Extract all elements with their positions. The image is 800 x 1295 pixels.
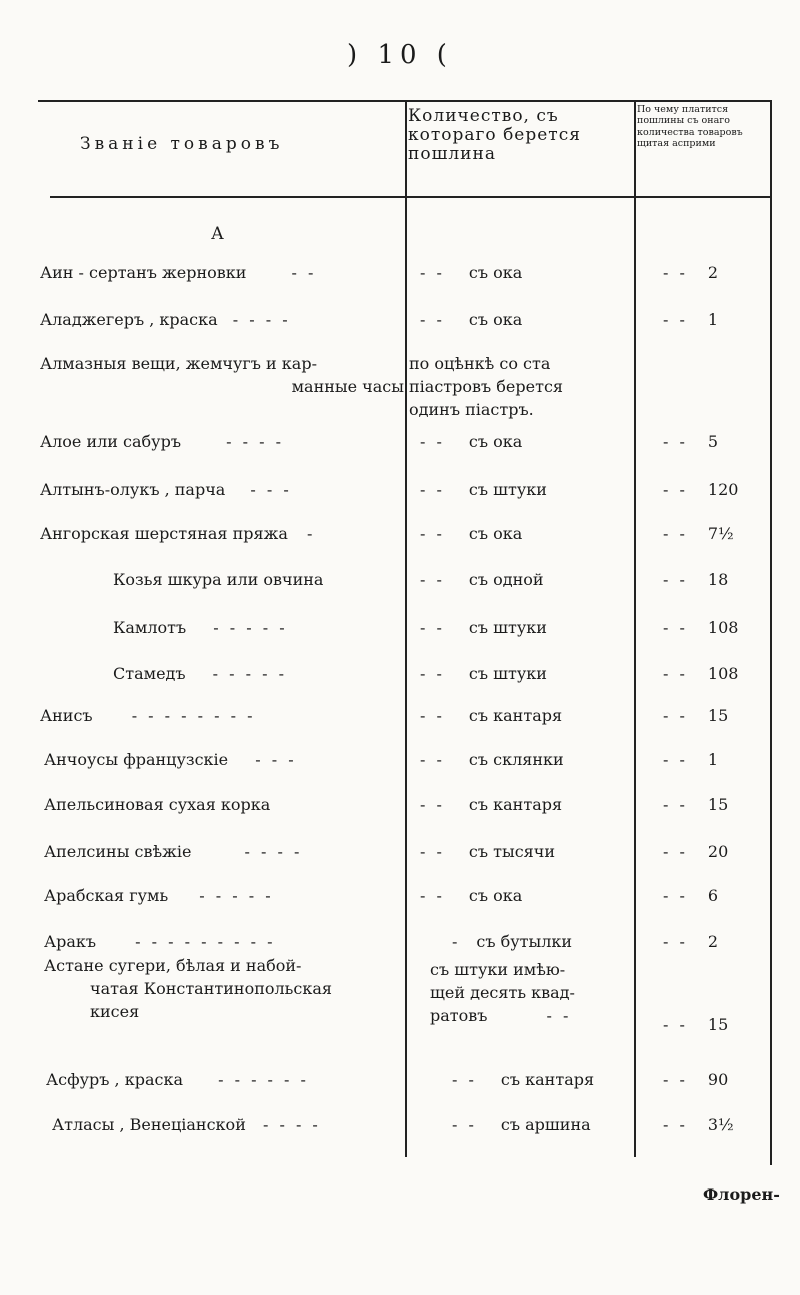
duty: - - 6 bbox=[663, 886, 719, 905]
goods-name: Аладжегеръ , краска - - - - bbox=[40, 310, 291, 329]
duty: - - 3½ bbox=[663, 1115, 734, 1134]
duty: - - 7½ bbox=[663, 524, 734, 543]
column-divider-3 bbox=[770, 100, 772, 1165]
quantity: - - съ ока bbox=[420, 524, 523, 543]
quantity: - - съ кантаря bbox=[420, 706, 563, 725]
quantity: - - съ аршина bbox=[452, 1115, 591, 1134]
table-row-diamonds bbox=[40, 352, 410, 398]
quantity: - - съ одной bbox=[420, 570, 544, 589]
goods-name-line: Астане сугери, бѣлая и набой- bbox=[44, 956, 302, 975]
quantity-astane bbox=[430, 958, 634, 1027]
goods-name: Камлотъ - - - - - bbox=[113, 618, 288, 637]
goods-name-line: чатая Константинопольская bbox=[90, 979, 332, 998]
duty: - - 108 bbox=[663, 618, 739, 637]
catchword: Флорен- bbox=[703, 1185, 780, 1204]
quantity: - - съ склянки bbox=[420, 750, 564, 769]
duty: - - 15 bbox=[663, 706, 729, 725]
quantity: - - съ ока bbox=[420, 310, 523, 329]
duty: - - 90 bbox=[663, 1070, 729, 1089]
duty: - - 20 bbox=[663, 842, 729, 861]
quantity: - - съ кантаря bbox=[420, 795, 563, 814]
column-divider-2 bbox=[634, 102, 636, 1157]
quantity: - - съ ока bbox=[420, 263, 523, 282]
goods-name: Козья шкура или овчина bbox=[113, 570, 324, 589]
quantity: - - съ штуки bbox=[420, 480, 547, 499]
duty: - - 108 bbox=[663, 664, 739, 683]
goods-name: Апельсиновая сухая корка bbox=[44, 795, 271, 814]
goods-name: Атласы , Венеціанской - - - - bbox=[52, 1115, 321, 1134]
quantity-line: съ штуки имѣю- bbox=[430, 960, 566, 979]
goods-name: Стамедъ - - - - - bbox=[113, 664, 288, 683]
goods-name: Асфуръ , краска - - - - - - bbox=[46, 1070, 309, 1089]
quantity-line: одинъ піастръ. bbox=[409, 400, 534, 419]
quantity: - - съ ока bbox=[420, 886, 523, 905]
page-number: ) 10 ( bbox=[347, 40, 453, 70]
duty: - - 5 bbox=[663, 432, 719, 451]
header-bottom-rule bbox=[50, 196, 770, 198]
header-quantity: Количество, съ которагo берется пошлина bbox=[408, 106, 581, 165]
goods-name: Анчоусы французскіе - - - bbox=[44, 750, 297, 769]
table-top-rule bbox=[38, 100, 770, 102]
quantity: - съ бутылки bbox=[452, 932, 573, 951]
goods-name-line: Алмазныя вещи, жемчугъ и кар- bbox=[40, 354, 317, 373]
quantity-line: щей десять квад- bbox=[430, 983, 575, 1002]
quantity-diamonds bbox=[409, 352, 633, 421]
goods-name-line: кисея bbox=[90, 1002, 140, 1021]
duty: - - 2 bbox=[663, 932, 719, 951]
quantity-line: по оцѣнкѣ со ста bbox=[409, 354, 551, 373]
duty: - - 1 bbox=[663, 750, 719, 769]
header-goods-name: Званіе товаровъ bbox=[80, 134, 284, 154]
header-duty: По чему платится пошлины съ онаго количества товаровъ щитая асприми bbox=[637, 104, 743, 150]
quantity: - - съ ока bbox=[420, 432, 523, 451]
goods-name: Алтынъ-олукъ , парча - - - bbox=[40, 480, 292, 499]
section-letter: А bbox=[211, 224, 224, 244]
goods-name: Алое или сабуръ - - - - bbox=[40, 432, 284, 451]
table-row-astane bbox=[44, 954, 412, 1023]
duty-astane: - - 15 bbox=[663, 1015, 729, 1034]
duty: - - 120 bbox=[663, 480, 739, 499]
duty: - - 15 bbox=[663, 795, 729, 814]
goods-name: Апелсины свѣжіе - - - - bbox=[44, 842, 303, 861]
duty: - - 18 bbox=[663, 570, 729, 589]
goods-name: Аин - сертанъ жерновки - - bbox=[40, 263, 317, 282]
duty: - - 1 bbox=[663, 310, 719, 329]
goods-name: Ангорская шерстяная пряжа - bbox=[40, 524, 316, 543]
quantity-line: ратовъ - - bbox=[430, 1006, 572, 1025]
goods-name: Арабская гумь - - - - - bbox=[44, 886, 274, 905]
goods-name: Аракъ - - - - - - - - - bbox=[44, 932, 276, 951]
duty: - - 2 bbox=[663, 263, 719, 282]
quantity: - - съ штуки bbox=[420, 618, 547, 637]
quantity: - - съ штуки bbox=[420, 664, 547, 683]
goods-name-line: манные часы bbox=[291, 377, 404, 396]
goods-name: Анисъ - - - - - - - - bbox=[40, 706, 256, 725]
quantity: - - съ тысячи bbox=[420, 842, 556, 861]
quantity: - - съ кантаря bbox=[452, 1070, 595, 1089]
quantity-line: піастровъ берется bbox=[409, 377, 563, 396]
